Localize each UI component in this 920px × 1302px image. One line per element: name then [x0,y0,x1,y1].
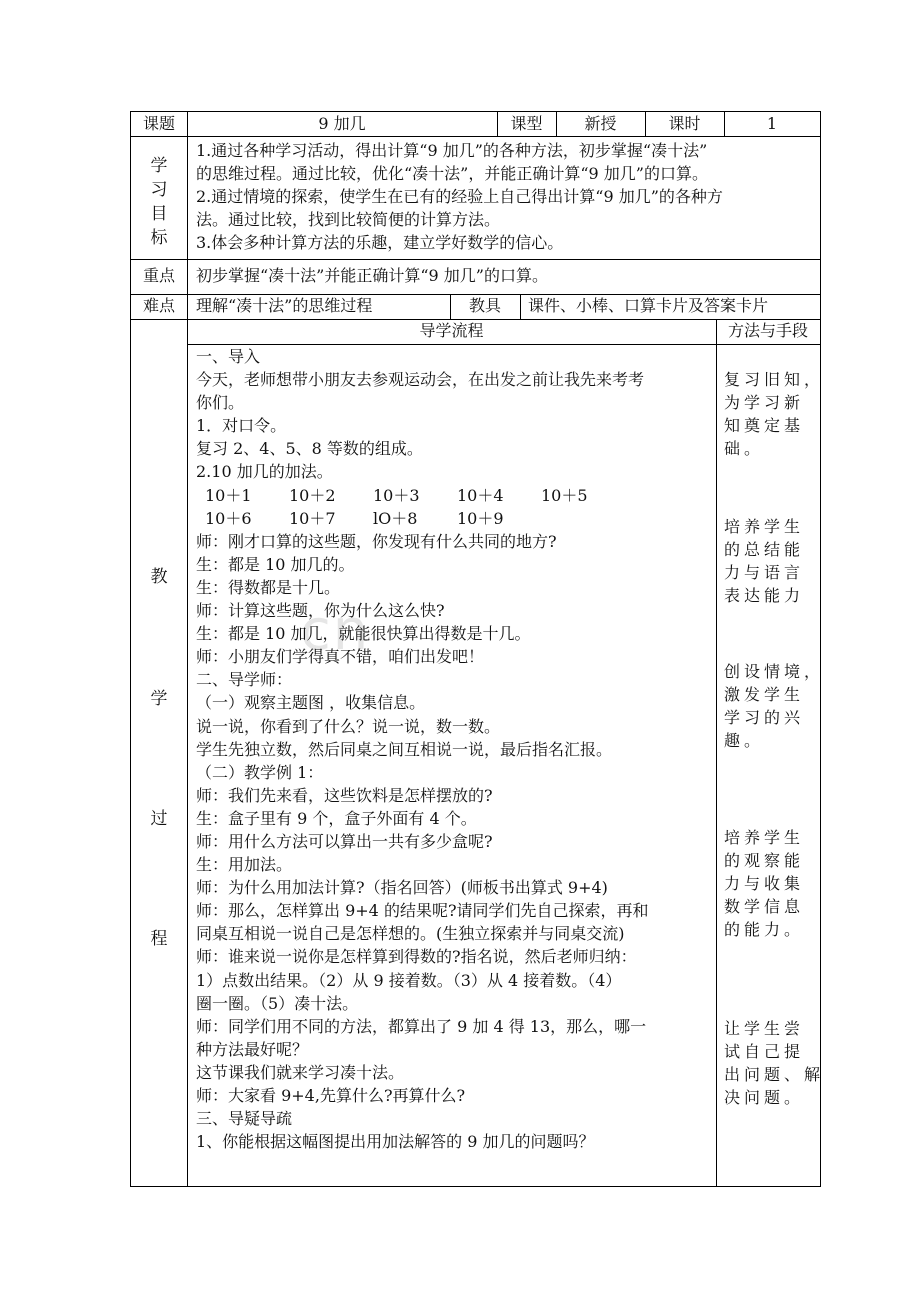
difficulty-text: 理解“凑十法”的思维过程 [196,296,373,315]
flow-line: 今天，老师想带小朋友去参观运动会，在出发之前让我先来考考 [196,370,645,390]
addition-item: 10＋6 [205,508,252,528]
addition-row [196,484,714,507]
key-point-text: 初步掌握“凑十法”并能正确计算“9 加几”的口算。 [196,266,548,285]
objectives-label-char: 目 [150,204,168,224]
objective-line: 法。通过比较，找到比较简便的计算方法。 [196,210,501,229]
flow-line: 师：同学们用不同的方法，都算出了 9 加 4 得 13，那么，哪一 [196,1016,647,1036]
flow-line: 师：那么，怎样算出 9+4 的结果呢?请同学们先自己探索，再和 [196,901,649,921]
method-line: 的能力。 [724,920,805,939]
flow-line: 复习 2、4、5、8 等数的组成。 [196,439,423,459]
row-divider [131,136,820,137]
flow-line: 这节课我们就来学习凑十法。 [196,1062,405,1082]
flow-line: 师：小朋友们学得真不错，咱们出发吧！ [196,647,485,667]
flow-line: 师：计算这些题，你为什么这么快? [196,601,445,621]
method-line: 创设情境， [724,662,825,681]
method-line: 为学习新 [724,393,805,412]
flow-line: 圈一圈。（5）凑十法。 [196,993,359,1013]
objectives-label-char: 标 [150,228,168,248]
flow-header: 导学流程 [419,321,484,340]
addition-item: 10＋9 [457,508,504,528]
method-block [724,1017,825,1109]
flow-line: 师：谁来说一说你是怎样算到得数的?指名说，然后老师归纳： [196,947,637,967]
process-label-char: 学 [150,689,168,709]
method-block [724,826,818,941]
flow-line: 2.10 加几的加法。 [196,462,333,482]
addition-item: 10＋2 [289,485,336,505]
addition-row [196,507,714,530]
method-line: 力与收集 [724,874,805,893]
flow-line: 同桌互相说一说自己是怎样想的。(生独立探索并与同桌交流) [196,924,625,944]
hours-label: 课时 [668,114,701,133]
method-line: 让学生尝 [724,1019,805,1038]
objectives-text [196,139,818,254]
method-block [724,660,825,752]
addition-item: 10＋5 [541,485,588,505]
topic-value: 9 加几 [318,114,366,133]
method-line: 的总结能 [724,540,805,559]
hours-value: 1 [766,114,778,133]
method-line: 数学信息 [724,897,805,916]
flow-line: 师：我们先来看，这些饮料是怎样摆放的? [196,785,493,805]
method-line: 的观察能 [724,851,805,870]
method-line: 复习旧知， [724,370,825,389]
flow-line: 生：得数都是十几。 [196,577,341,597]
addition-item: 10＋7 [289,508,336,528]
addition-item: 10＋4 [457,485,504,505]
flow-line: 生：用加法。 [196,855,293,875]
col-divider [520,294,521,319]
method-block [724,368,825,460]
flow-line: 种方法最好呢？ [196,1039,309,1059]
flow-line: 你们。 [196,393,245,413]
difficulty-label: 难点 [142,296,175,315]
flow-line: 二、导学师： [196,670,293,690]
method-line: 决问题。 [724,1088,805,1107]
objective-line: 2.通过情境的探索，使学生在已有的经验上自己得出计算“9 加几”的各种方 [196,187,723,206]
method-line: 趣。 [724,731,765,750]
type-label: 课型 [510,114,543,133]
tools-label: 教具 [468,296,501,315]
objective-line: 1.通过各种学习活动，得出计算“9 加几”的各种方法，初步掌握“凑十法” [196,141,708,160]
flow-content [196,345,714,1153]
col-divider [187,112,188,1186]
flow-line: 说一说，你看到了什么？说一说，数一数。 [196,716,501,736]
objectives-label-char: 学 [150,156,168,176]
method-header: 方法与手段 [727,321,808,340]
flow-line: 师：用什么方法可以算出一共有多少盒呢? [196,831,493,851]
method-line: 知奠定基 [724,416,805,435]
col-divider [716,319,717,1186]
flow-line: 师：刚才口算的这些题，你发现有什么共同的地方? [196,531,557,551]
process-label-char: 教 [150,567,168,587]
key-point-label: 重点 [142,266,175,285]
lesson-plan-table [130,111,825,1187]
method-line: 力与语言 [724,563,805,582]
addition-item: 10＋1 [205,485,252,505]
method-line: 激发学生 [724,685,805,704]
flow-line: 生：都是 10 加几的。 [196,554,355,574]
method-line: 学习的兴 [724,708,805,727]
tools-text: 课件、小棒、口算卡片及答案卡片 [528,296,769,315]
objective-line: 3.体会多种计算方法的乐趣，建立学好数学的信心。 [196,233,564,252]
flow-line: 1、你能根据这幅图提出用加法解答的 9 加几的问题吗？ [196,1132,595,1152]
method-line: 培养学生 [724,828,805,847]
type-value: 新授 [584,114,617,133]
flow-line: 1）点数出结果。（2）从 9 接着数。（3）从 4 接着数。（4） [196,970,622,990]
flow-line: 生：盒子里有 9 个，盒子外面有 4 个。 [196,808,477,828]
method-line: 培养学生 [724,517,805,536]
flow-line: 生：都是 10 加几，就能很快算出得数是十几。 [196,624,531,644]
flow-line: 师：为什么用加法计算?（指名回答）(师板书出算式 9+4) [196,878,608,898]
flow-line: 一、导入 [196,347,261,366]
flow-line: （二）教学例 1： [196,762,324,782]
objectives-label-char: 习 [150,180,168,200]
flow-line: （一）观察主题图 ，收集信息。 [196,693,426,713]
method-line: 出问题、解 [724,1065,825,1084]
process-label-char: 程 [150,929,168,949]
flow-line: 三、导疑导疏 [196,1109,293,1129]
objective-line: 的思维过程。通过比较，优化“凑十法”，并能正确计算“9 加几”的口算。 [196,164,708,183]
method-block [724,515,818,607]
topic-label: 课题 [142,114,175,133]
process-label-char: 过 [150,809,168,829]
flow-line: 师：大家看 9+4,先算什么?再算什么? [196,1086,466,1105]
addition-item: 10＋3 [373,485,420,505]
row-divider [131,259,820,260]
method-line: 表达能力 [724,586,805,605]
method-line: 试自己提 [724,1042,805,1061]
addition-item: lO＋8 [373,508,418,528]
method-line: 础。 [724,439,765,458]
flow-line: 学生先独立数，然后同桌之间互相说一说，最后指名汇报。 [196,739,613,759]
flow-line: 1．对口令。 [196,416,287,436]
watermark: cn [300,598,371,663]
